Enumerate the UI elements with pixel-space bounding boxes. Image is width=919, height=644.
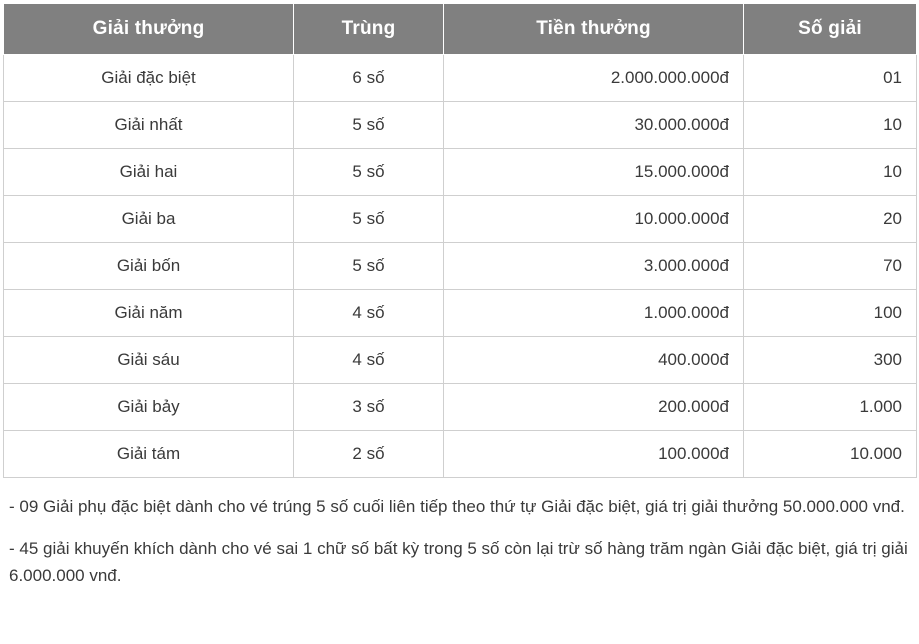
cell-prize-money: 400.000đ bbox=[444, 337, 744, 384]
cell-match: 5 số bbox=[294, 149, 444, 196]
table-row bbox=[4, 196, 917, 243]
cell-prize-count: 100 bbox=[744, 290, 917, 337]
cell-match: 3 số bbox=[294, 384, 444, 431]
table-row bbox=[4, 149, 917, 196]
column-header-prize-money: Tiền thưởng bbox=[444, 4, 744, 55]
cell-prize-name: Giải bảy bbox=[4, 384, 294, 431]
cell-prize-name: Giải nhất bbox=[4, 102, 294, 149]
note-special-sub-prize: - 09 Giải phụ đặc biệt dành cho vé trúng 5 số cuối liên tiếp theo thứ tự Giải đặc biệt, giá trị giải thưởng 50.000.000 vnđ. bbox=[9, 497, 905, 516]
cell-prize-name: Giải hai bbox=[4, 149, 294, 196]
table-body bbox=[4, 55, 917, 478]
cell-prize-name: Giải tám bbox=[4, 431, 294, 478]
cell-prize-money: 2.000.000.000đ bbox=[444, 55, 744, 102]
cell-prize-count: 70 bbox=[744, 243, 917, 290]
cell-match: 5 số bbox=[294, 196, 444, 243]
cell-prize-count: 300 bbox=[744, 337, 917, 384]
cell-prize-name: Giải năm bbox=[4, 290, 294, 337]
table-head bbox=[4, 4, 917, 55]
table-row bbox=[4, 337, 917, 384]
table-row bbox=[4, 102, 917, 149]
cell-prize-name: Giải ba bbox=[4, 196, 294, 243]
cell-match: 4 số bbox=[294, 337, 444, 384]
table-row bbox=[4, 431, 917, 478]
table-row bbox=[4, 243, 917, 290]
cell-match: 5 số bbox=[294, 102, 444, 149]
cell-prize-count: 01 bbox=[744, 55, 917, 102]
column-header-match: Trùng bbox=[294, 4, 444, 55]
cell-prize-money: 10.000.000đ bbox=[444, 196, 744, 243]
column-header-prize-name: Giải thưởng bbox=[4, 4, 294, 55]
cell-match: 4 số bbox=[294, 290, 444, 337]
cell-prize-money: 200.000đ bbox=[444, 384, 744, 431]
cell-prize-money: 100.000đ bbox=[444, 431, 744, 478]
prize-table bbox=[3, 3, 917, 478]
cell-prize-money: 3.000.000đ bbox=[444, 243, 744, 290]
cell-prize-count: 1.000 bbox=[744, 384, 917, 431]
table-header-row bbox=[4, 4, 917, 55]
note-consolation-prize: - 45 giải khuyến khích dành cho vé sai 1 chữ số bất kỳ trong 5 số còn lại trừ số hàng trăm ngàn Giải đặc biệt, giá trị giải 6.000.000 vnđ. bbox=[9, 539, 908, 585]
cell-prize-money: 15.000.000đ bbox=[444, 149, 744, 196]
cell-prize-money: 30.000.000đ bbox=[444, 102, 744, 149]
cell-match: 5 số bbox=[294, 243, 444, 290]
cell-prize-count: 10.000 bbox=[744, 431, 917, 478]
cell-prize-money: 1.000.000đ bbox=[444, 290, 744, 337]
table-row bbox=[4, 55, 917, 102]
column-header-prize-count: Số giải bbox=[744, 4, 917, 55]
table-row bbox=[4, 384, 917, 431]
cell-prize-count: 10 bbox=[744, 102, 917, 149]
cell-prize-name: Giải đặc biệt bbox=[4, 55, 294, 102]
cell-prize-name: Giải bốn bbox=[4, 243, 294, 290]
cell-prize-count: 20 bbox=[744, 196, 917, 243]
table-row bbox=[4, 290, 917, 337]
cell-match: 6 số bbox=[294, 55, 444, 102]
cell-prize-count: 10 bbox=[744, 149, 917, 196]
cell-prize-name: Giải sáu bbox=[4, 337, 294, 384]
notes-section bbox=[3, 478, 916, 589]
cell-match: 2 số bbox=[294, 431, 444, 478]
